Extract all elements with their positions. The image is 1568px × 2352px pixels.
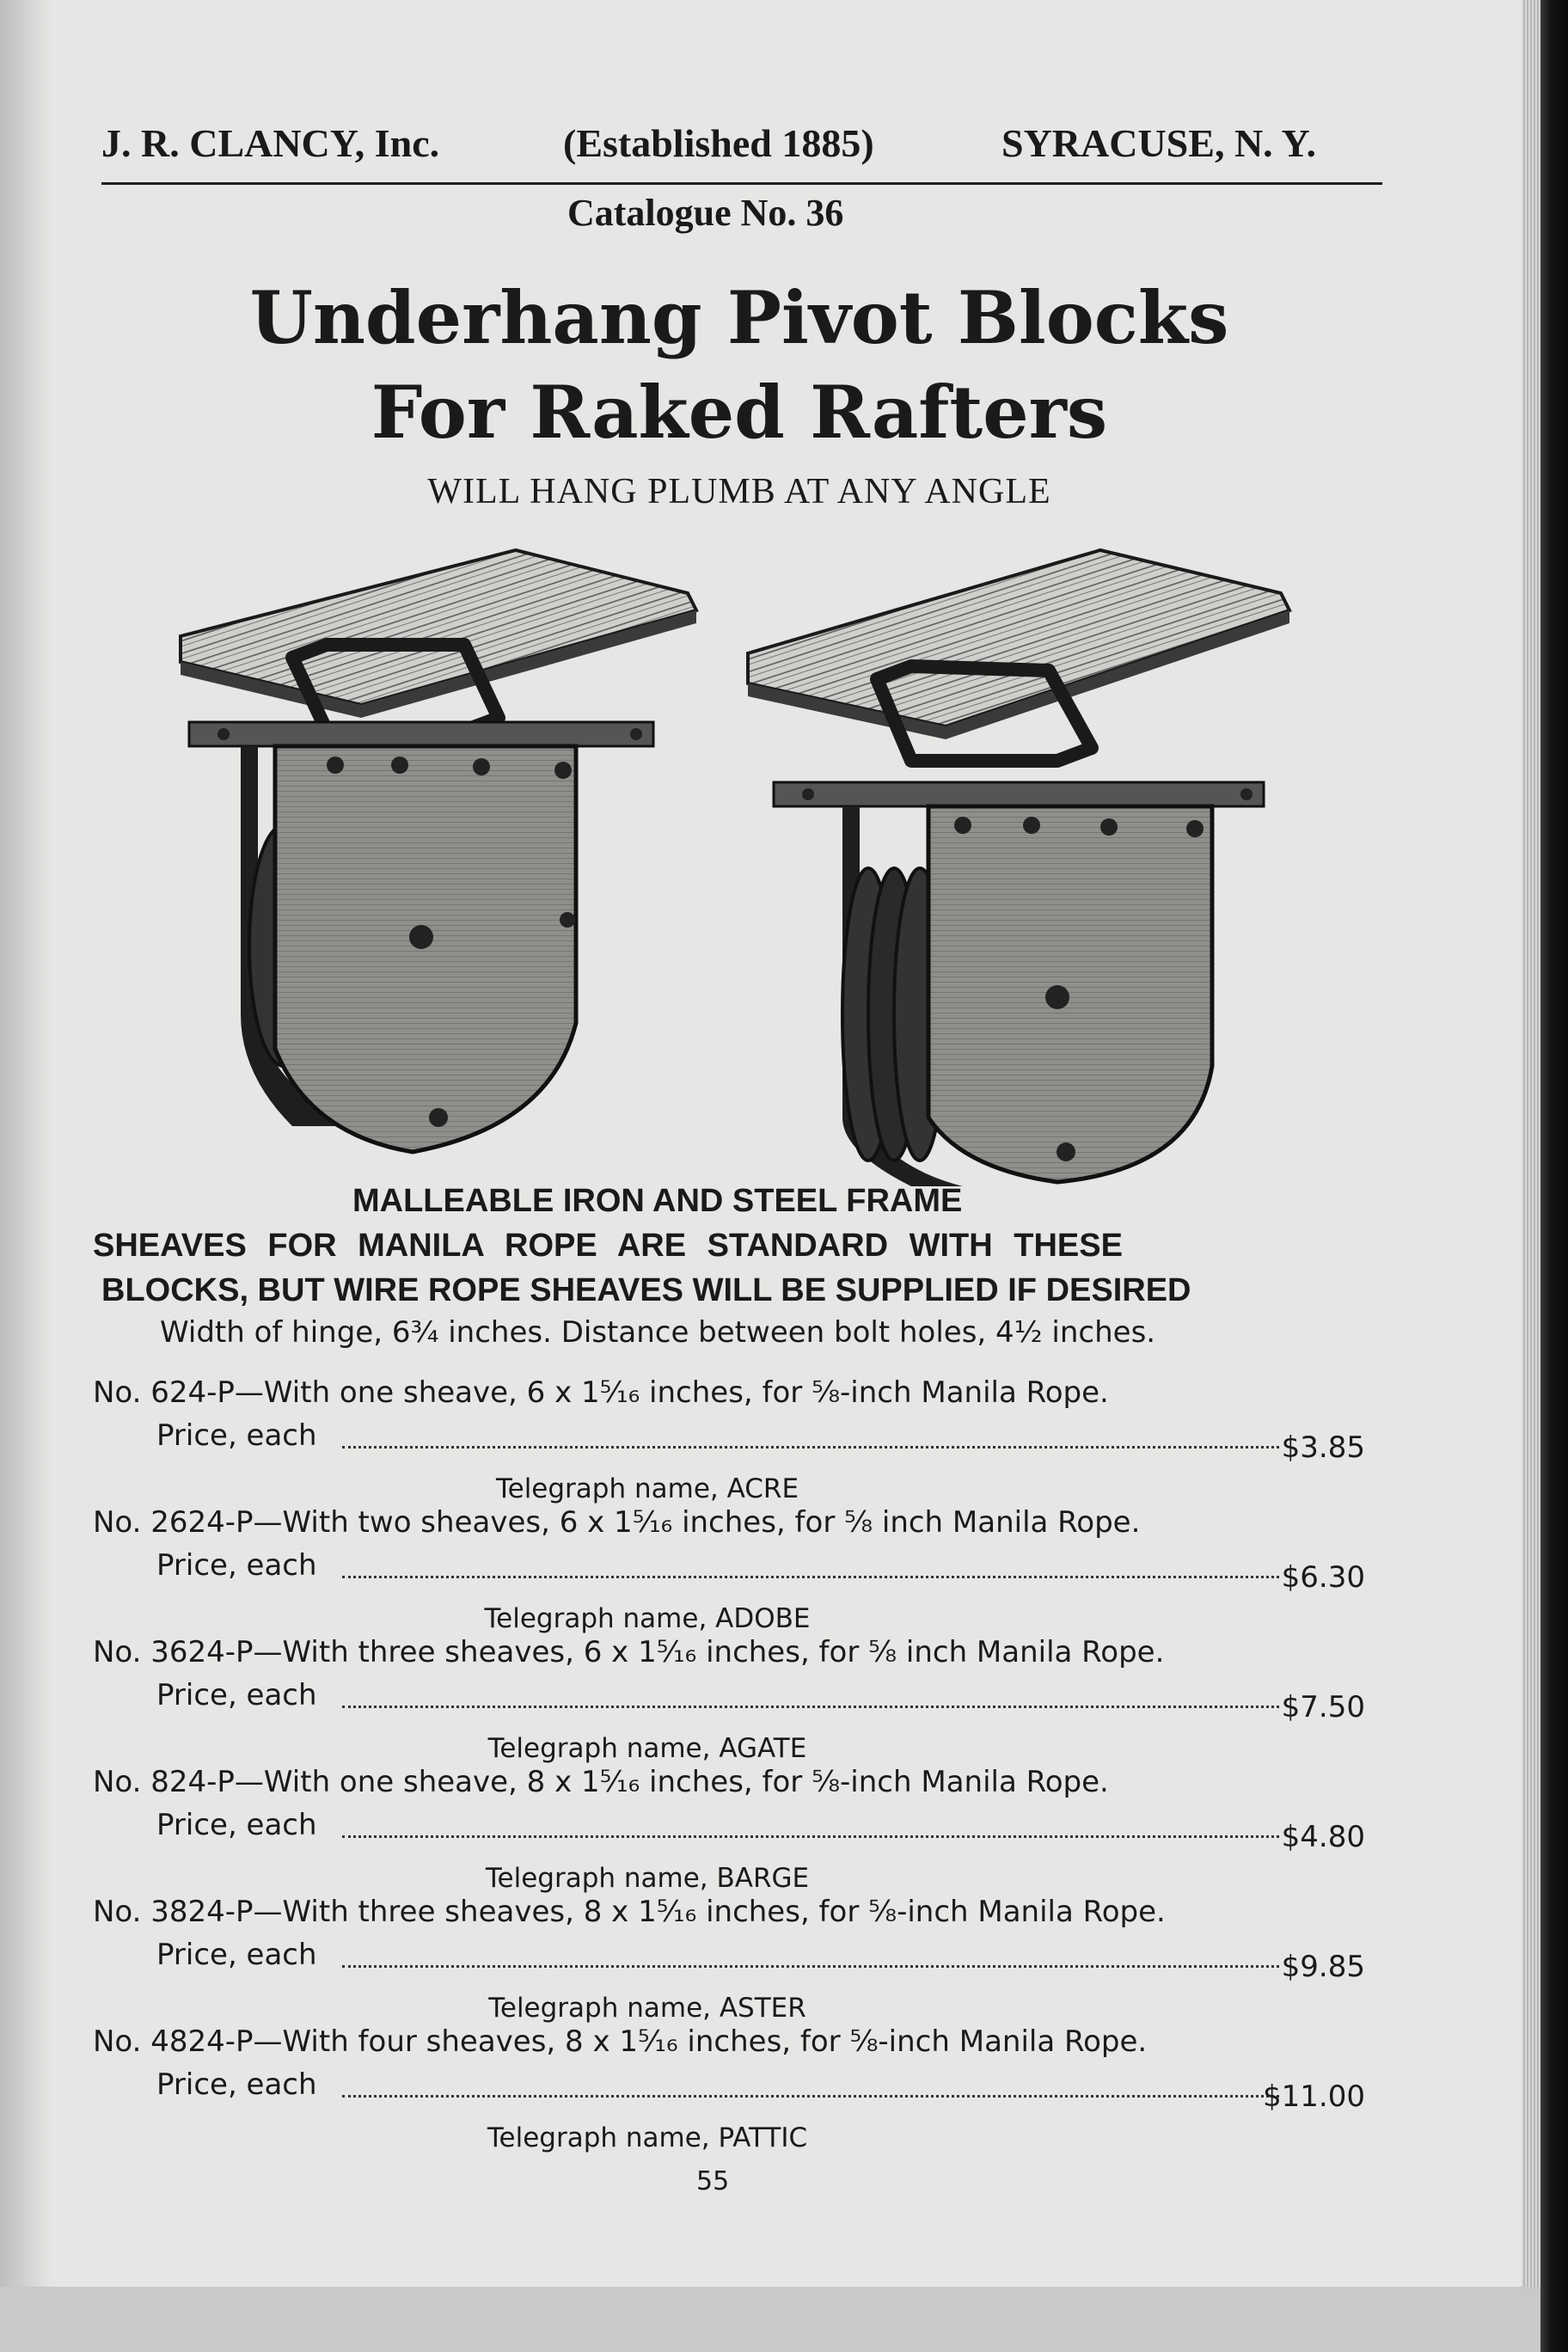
catalogue-number: Catalogue No. 36 bbox=[567, 192, 844, 234]
price-label: Price, each bbox=[156, 2067, 317, 2102]
header-rule bbox=[101, 182, 1382, 185]
page-edge bbox=[1522, 0, 1540, 2287]
dot-leader bbox=[342, 1835, 1279, 1838]
description-line-3: BLOCKS, BUT WIRE ROPE SHEAVES WILL BE SUPPLIED IF DESIRED bbox=[101, 1272, 1191, 1308]
book-spine bbox=[1540, 0, 1568, 2352]
page-number: 55 bbox=[696, 2166, 730, 2196]
item-price: $3.85 bbox=[1281, 1430, 1365, 1465]
hinge-specification: Width of hinge, 6¾ inches. Distance between bolt holes, 4½ inches. bbox=[160, 1315, 1156, 1350]
description-line-2: SHEAVES FOR MANILA ROPE ARE STANDARD WITH THESE bbox=[93, 1228, 1123, 1264]
dot-leader bbox=[342, 1706, 1279, 1708]
item-description: No. 2624-P—With two sheaves, 6 x 1⁵⁄₁₆ inches, for ⅝ inch Manila Rope. bbox=[93, 1505, 1141, 1540]
telegraph-name: Telegraph name, ADOBE bbox=[484, 1603, 811, 1634]
item-price: $4.80 bbox=[1281, 1820, 1365, 1854]
price-label: Price, each bbox=[156, 1548, 317, 1583]
company-name: J. R. CLANCY, Inc. bbox=[101, 121, 440, 165]
single-sheave-block-icon bbox=[181, 550, 696, 1152]
item-price: $6.30 bbox=[1281, 1560, 1365, 1595]
price-label: Price, each bbox=[156, 1418, 317, 1453]
page-title-line-2: For Raked Rafters bbox=[371, 370, 1108, 455]
price-label: Price, each bbox=[156, 1938, 317, 1972]
established-year: (Established 1885) bbox=[563, 121, 874, 165]
triple-sheave-block-icon bbox=[748, 550, 1289, 1186]
item-description: No. 3824-P—With three sheaves, 8 x 1⁵⁄₁₆ inches, for ⅝-inch Manila Rope. bbox=[93, 1895, 1166, 1929]
description-line-1: MALLEABLE IRON AND STEEL FRAME bbox=[352, 1183, 963, 1219]
item-description: No. 3624-P—With three sheaves, 6 x 1⁵⁄₁₆ inches, for ⅝ inch Manila Rope. bbox=[93, 1635, 1165, 1669]
telegraph-name: Telegraph name, PATTIC bbox=[487, 2122, 808, 2153]
dot-leader bbox=[342, 1576, 1279, 1578]
dot-leader bbox=[342, 1446, 1279, 1449]
price-label: Price, each bbox=[156, 1808, 317, 1842]
item-price: $11.00 bbox=[1263, 2079, 1365, 2114]
item-description: No. 4824-P—With four sheaves, 8 x 1⁵⁄₁₆ inches, for ⅝-inch Manila Rope. bbox=[93, 2024, 1148, 2059]
page-title-line-1: Underhang Pivot Blocks bbox=[249, 275, 1229, 360]
pivot-blocks-illustration bbox=[155, 533, 1307, 1186]
item-description: No. 624-P—With one sheave, 6 x 1⁵⁄₁₆ inches, for ⅝-inch Manila Rope. bbox=[93, 1375, 1109, 1410]
company-city: SYRACUSE, N. Y. bbox=[1001, 121, 1316, 165]
telegraph-name: Telegraph name, ASTER bbox=[488, 1993, 806, 2024]
page-subtitle: WILL HANG PLUMB AT ANY ANGLE bbox=[427, 472, 1051, 511]
item-price: $7.50 bbox=[1281, 1690, 1365, 1724]
dot-leader bbox=[342, 2095, 1279, 2098]
item-price: $9.85 bbox=[1281, 1950, 1365, 1984]
telegraph-name: Telegraph name, ACRE bbox=[495, 1473, 799, 1504]
telegraph-name: Telegraph name, AGATE bbox=[487, 1733, 807, 1764]
item-description: No. 824-P—With one sheave, 8 x 1⁵⁄₁₆ inches, for ⅝-inch Manila Rope. bbox=[93, 1765, 1109, 1799]
dot-leader bbox=[342, 1965, 1279, 1968]
telegraph-name: Telegraph name, BARGE bbox=[485, 1863, 810, 1894]
price-label: Price, each bbox=[156, 1678, 317, 1712]
